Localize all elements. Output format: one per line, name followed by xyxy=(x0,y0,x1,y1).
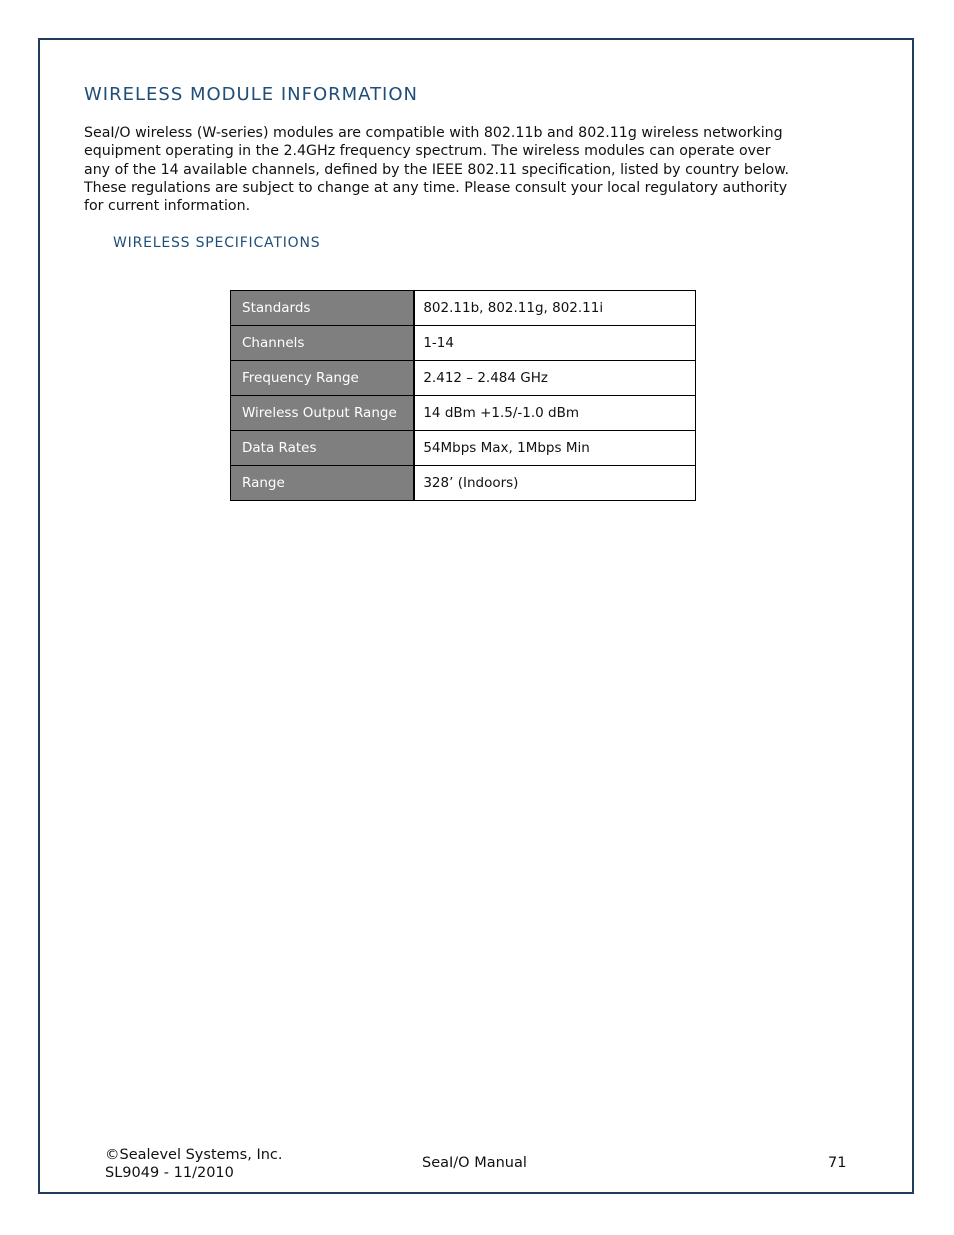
spec-value: 1-14 xyxy=(414,326,695,361)
footer-doc-id: SL9049 - 11/2010 xyxy=(105,1165,234,1181)
intro-line: These regulations are subject to change at any time. Please consult your local regulatory authority xyxy=(84,179,788,196)
wireless-spec-table xyxy=(230,290,696,501)
spec-label: Channels xyxy=(231,326,415,361)
sub-heading: WIRELESS SPECIFICATIONS xyxy=(113,235,321,251)
intro-line: equipment operating in the 2.4GHz frequency spectrum. The wireless modules can operate over xyxy=(84,143,771,160)
footer-manual-title: SeaI/O Manual xyxy=(422,1155,527,1171)
intro-line: SeaI/O wireless (W-series) modules are compatible with 802.11b and 802.11g wireless networking xyxy=(84,125,783,141)
spec-label: Range xyxy=(231,466,415,501)
spec-value: 2.412 – 2.484 GHz xyxy=(414,361,695,396)
spec-label: Wireless Output Range xyxy=(231,396,415,431)
spec-label: Frequency Range xyxy=(231,361,415,396)
spec-value: 54Mbps Max, 1Mbps Min xyxy=(414,431,695,466)
table-row xyxy=(231,361,696,396)
intro-line: any of the 14 available channels, defined by the IEEE 802.11 specification, listed by country below. xyxy=(84,161,790,178)
footer-copyright: ©Sealevel Systems, Inc. xyxy=(105,1147,283,1163)
spec-label: Data Rates xyxy=(231,431,415,466)
table-row xyxy=(231,291,696,326)
footer-page-number: 71 xyxy=(828,1155,847,1171)
table-row xyxy=(231,396,696,431)
table-row xyxy=(231,431,696,466)
spec-value: 802.11b, 802.11g, 802.11i xyxy=(414,291,695,326)
table-row xyxy=(231,466,696,501)
intro-line: for current information. xyxy=(84,198,251,215)
spec-label: Standards xyxy=(231,291,415,326)
spec-value: 328’ (Indoors) xyxy=(414,466,695,501)
table-row xyxy=(231,326,696,361)
spec-value: 14 dBm +1.5/-1.0 dBm xyxy=(414,396,695,431)
footer-copyright-block xyxy=(105,1146,283,1182)
section-heading: WIRELESS MODULE INFORMATION xyxy=(84,84,419,105)
intro-paragraph xyxy=(84,124,844,215)
